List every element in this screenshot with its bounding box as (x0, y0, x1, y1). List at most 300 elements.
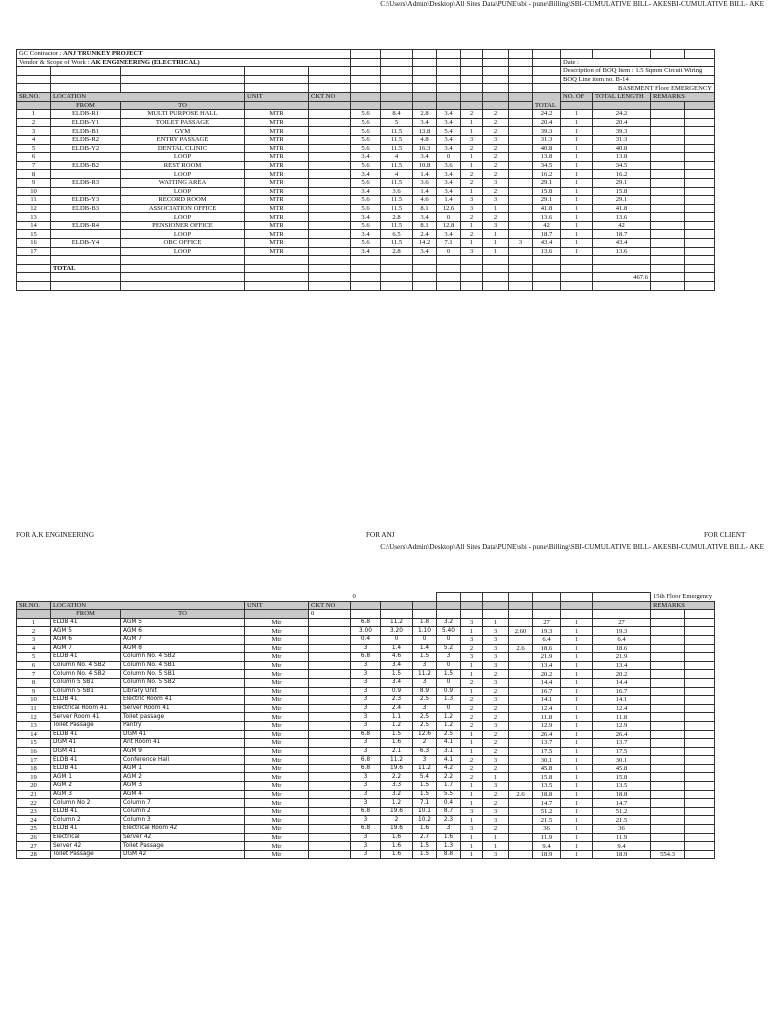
from-cell: ELDB-Y3 (51, 196, 121, 205)
length-cell: 5.6 (351, 118, 381, 127)
total-cell: 43.4 (533, 239, 561, 248)
extra-cell: 2.60 (509, 627, 533, 636)
no-of-cell: 1 (561, 842, 593, 851)
to-cell: AGM 4 (121, 790, 245, 799)
length-cell: 5.6 (351, 127, 381, 136)
table-row (17, 204, 715, 213)
to-cell: LOOP (121, 153, 245, 162)
from-cell: Column 5 SB1 (51, 687, 121, 696)
table-row (17, 807, 715, 816)
to-cell: Column 7 (121, 799, 245, 808)
extra-cell (509, 161, 533, 170)
no-of-cell: 1 (561, 144, 593, 153)
table-row (17, 161, 715, 170)
total-cell: 13.5 (533, 782, 561, 791)
length-cell: 5.6 (351, 221, 381, 230)
length-cell: 2.8 (381, 247, 413, 256)
length-cell: 1.5 (381, 730, 413, 739)
length-cell: 5.6 (351, 196, 381, 205)
no-of-cell: 1 (561, 221, 593, 230)
signature-client: FOR CLIENT (704, 531, 746, 539)
count-cell: 3 (461, 635, 483, 644)
blank-cell (685, 110, 715, 119)
count-cell: 2 (483, 799, 509, 808)
length-cell: 1.5 (413, 790, 437, 799)
from-cell: ELDB 41 (51, 653, 121, 662)
extra-cell (509, 704, 533, 713)
count-cell: 2 (483, 739, 509, 748)
remarks-cell (651, 670, 685, 679)
ckt-no-cell (309, 161, 351, 170)
count-cell: 1 (461, 782, 483, 791)
s2-header-location: LOCATION (51, 601, 245, 610)
extra-cell (509, 739, 533, 748)
no-of-cell: 1 (561, 161, 593, 170)
unit-cell: Mtr (245, 816, 309, 825)
length-cell: 1.6 (437, 833, 461, 842)
total-cell: 16.7 (533, 687, 561, 696)
from-cell: Column 5 SB1 (51, 678, 121, 687)
unit-cell: Mtr (245, 807, 309, 816)
table-row (17, 110, 715, 119)
length-cell: 1.6 (381, 739, 413, 748)
count-cell: 1 (483, 833, 509, 842)
remarks-cell (651, 635, 685, 644)
length-cell: 6.8 (351, 807, 381, 816)
remarks-cell (651, 187, 685, 196)
blank-cell (685, 696, 715, 705)
length-cell: 4.6 (413, 196, 437, 205)
count-cell: 1 (461, 833, 483, 842)
total-length-cell: 36 (593, 825, 651, 834)
no-of-cell: 1 (561, 178, 593, 187)
total-length-cell: 15.8 (593, 773, 651, 782)
blank-cell (685, 713, 715, 722)
length-cell: 10.2 (413, 816, 437, 825)
to-cell: Toilet passage (121, 713, 245, 722)
total-cell: 18.6 (533, 644, 561, 653)
unit-cell: Mtr (245, 721, 309, 730)
total-length-cell: 31.3 (593, 135, 651, 144)
no-of-cell: 1 (561, 850, 593, 859)
to-cell: Electric Room 41 (121, 696, 245, 705)
length-cell: 3 (351, 739, 381, 748)
length-cell: 14.2 (413, 239, 437, 248)
length-cell: 3.4 (437, 110, 461, 119)
remarks-cell (651, 161, 685, 170)
length-cell: 0 (437, 247, 461, 256)
length-cell: 2 (413, 739, 437, 748)
from-cell: ELDB 41 (51, 825, 121, 834)
length-cell: 0 (437, 153, 461, 162)
table-row (17, 713, 715, 722)
count-cell: 1 (461, 239, 483, 248)
total-length-cell: 24.2 (593, 110, 651, 119)
unit-cell: Mtr (245, 696, 309, 705)
to-cell: LOOP (121, 247, 245, 256)
length-cell: 3 (351, 790, 381, 799)
blank-cell (685, 678, 715, 687)
length-cell: 7.1 (413, 799, 437, 808)
remarks-cell (651, 644, 685, 653)
length-cell: 8.8 (437, 850, 461, 859)
count-cell: 2 (483, 144, 509, 153)
unit-cell: Mtr (245, 678, 309, 687)
from-cell: ELDB-B3 (51, 204, 121, 213)
no-of-cell: 1 (561, 696, 593, 705)
length-cell: 19.6 (381, 807, 413, 816)
total-cell: 6.4 (533, 635, 561, 644)
count-cell: 3 (483, 678, 509, 687)
s2-header-sr-no: SR.NO. (17, 601, 51, 610)
s2-header-ckt-no: CKT NO (309, 601, 351, 610)
length-cell: 11.5 (381, 204, 413, 213)
ckt-no-cell (309, 816, 351, 825)
length-cell: 3.4 (413, 213, 437, 222)
count-cell: 2 (461, 213, 483, 222)
total-cell: 24.2 (533, 110, 561, 119)
remarks-cell (651, 773, 685, 782)
to-cell: TOILET PASSAGE (121, 118, 245, 127)
count-cell: 3 (483, 653, 509, 662)
from-cell: ELDB 41 (51, 618, 121, 627)
sr-no-cell: 15 (17, 230, 51, 239)
total-cell: 20.2 (533, 670, 561, 679)
to-cell: GYM (121, 127, 245, 136)
count-cell: 1 (461, 161, 483, 170)
count-cell: 3 (461, 247, 483, 256)
to-cell: OBC OFFICE (121, 239, 245, 248)
sr-no-cell: 5 (17, 653, 51, 662)
to-cell: AGM 3 (121, 782, 245, 791)
extra-cell (509, 670, 533, 679)
no-of-cell: 1 (561, 187, 593, 196)
length-cell: 3 (413, 678, 437, 687)
no-of-cell: 1 (561, 816, 593, 825)
extra-cell (509, 153, 533, 162)
table-row (17, 153, 715, 162)
count-cell: 2 (483, 790, 509, 799)
length-cell: 2 (381, 816, 413, 825)
sr-no-cell: 13 (17, 213, 51, 222)
sr-no-cell: 2 (17, 118, 51, 127)
no-of-cell: 1 (561, 678, 593, 687)
to-cell: DGM 42 (121, 850, 245, 859)
to-cell: Server 42 (121, 833, 245, 842)
ckt-no-cell (309, 653, 351, 662)
count-cell: 2 (461, 773, 483, 782)
from-cell: Column No 2 (51, 799, 121, 808)
length-cell: 12.6 (437, 204, 461, 213)
extra-cell (509, 187, 533, 196)
table-row (17, 704, 715, 713)
count-cell: 1 (461, 850, 483, 859)
count-cell: 3 (483, 721, 509, 730)
total-cell: 42 (533, 221, 561, 230)
to-cell: REST ROOM (121, 161, 245, 170)
length-cell: 2.8 (413, 110, 437, 119)
no-of-cell: 1 (561, 670, 593, 679)
sr-no-cell: 2 (17, 627, 51, 636)
length-cell: 3 (413, 661, 437, 670)
unit-cell: Mtr (245, 850, 309, 859)
length-cell: 3 (413, 756, 437, 765)
total-length-cell: 14.4 (593, 678, 651, 687)
table-row (17, 678, 715, 687)
ckt-no-cell (309, 842, 351, 851)
count-cell: 3 (483, 807, 509, 816)
length-cell: 4 (381, 170, 413, 179)
extra-cell (509, 213, 533, 222)
from-cell: DGM 41 (51, 739, 121, 748)
count-cell: 2 (483, 825, 509, 834)
unit-cell: Mtr (245, 764, 309, 773)
unit-cell: MTR (245, 221, 309, 230)
table-row (17, 670, 715, 679)
unit-cell: MTR (245, 161, 309, 170)
length-cell: 3.2 (381, 790, 413, 799)
blank-cell (685, 756, 715, 765)
sr-no-cell: 28 (17, 850, 51, 859)
length-cell: 3.3 (381, 782, 413, 791)
length-cell: 11.5 (381, 221, 413, 230)
length-cell: 0 (437, 213, 461, 222)
blank-cell (685, 833, 715, 842)
sr-no-cell: 21 (17, 790, 51, 799)
table-row (17, 144, 715, 153)
from-cell: AGM 1 (51, 773, 121, 782)
length-cell: 11.2 (413, 764, 437, 773)
length-cell: 3 (351, 644, 381, 653)
count-cell: 2 (483, 713, 509, 722)
total-length-cell: 18.8 (593, 790, 651, 799)
count-cell: 2 (483, 127, 509, 136)
unit-cell: MTR (245, 110, 309, 119)
length-cell: 1.4 (413, 644, 437, 653)
length-cell: 11.5 (381, 239, 413, 248)
count-cell: 3 (483, 782, 509, 791)
sheet2-top-zero: 0 (352, 593, 356, 601)
length-cell: 2.3 (437, 816, 461, 825)
to-cell: DENTAL CLINIC (121, 144, 245, 153)
unit-cell: Mtr (245, 704, 309, 713)
count-cell: 1 (461, 661, 483, 670)
total-cell: 11.8 (533, 713, 561, 722)
count-cell: 2 (461, 170, 483, 179)
ckt-no-cell (309, 170, 351, 179)
from-cell: Toilet Passage (51, 850, 121, 859)
table-row (17, 170, 715, 179)
total-length-cell: 14.1 (593, 696, 651, 705)
header-unit: UNIT (245, 92, 309, 101)
length-cell: 5.6 (351, 144, 381, 153)
table-row (17, 739, 715, 748)
total-cell: 29.1 (533, 196, 561, 205)
extra-cell (509, 110, 533, 119)
no-of-cell: 1 (561, 661, 593, 670)
sr-no-cell: 12 (17, 713, 51, 722)
length-cell: 0 (381, 635, 413, 644)
length-cell: 3.6 (413, 178, 437, 187)
from-cell: Toilet Passage (51, 721, 121, 730)
remarks-cell (651, 790, 685, 799)
total-length-cell: 12.4 (593, 704, 651, 713)
table-row (17, 842, 715, 851)
unit-cell: MTR (245, 204, 309, 213)
length-cell: 1.5 (413, 782, 437, 791)
blank-cell (685, 816, 715, 825)
blank-cell (685, 618, 715, 627)
length-cell: 1.4 (413, 170, 437, 179)
total-cell: 18.9 (533, 850, 561, 859)
sr-no-cell: 9 (17, 178, 51, 187)
length-cell: 3.1 (437, 747, 461, 756)
to-cell: AGM 1 (121, 764, 245, 773)
remarks-cell (651, 135, 685, 144)
header-ckt-no: CKT NO (309, 92, 351, 101)
blank-cell (685, 187, 715, 196)
count-cell: 2 (461, 696, 483, 705)
total-length-cell: 26.4 (593, 730, 651, 739)
table-row (17, 687, 715, 696)
length-cell: 2.5 (413, 696, 437, 705)
ckt-no-cell (309, 627, 351, 636)
file-path-header-1: C:\Users\Admin\Desktop\All Sites Data\PUNE\sbi - pune\Billing\SBI-CUMULATIVE BILL- AKESBI-CUMULATIVE BILL- AKE (380, 0, 764, 8)
length-cell: 6.5 (381, 230, 413, 239)
table-row (17, 782, 715, 791)
from-cell: AGM 3 (51, 790, 121, 799)
extra-cell (509, 773, 533, 782)
length-cell: 2.5 (437, 730, 461, 739)
length-cell: 8.4 (381, 110, 413, 119)
length-cell: 0 (437, 661, 461, 670)
total-length-cell: 12.9 (593, 721, 651, 730)
count-cell: 1 (461, 670, 483, 679)
no-of-cell: 1 (561, 807, 593, 816)
extra-cell (509, 764, 533, 773)
length-cell: 0 (437, 704, 461, 713)
length-cell: 3.4 (351, 187, 381, 196)
length-cell: 11.5 (381, 144, 413, 153)
total-cell: 27 (533, 618, 561, 627)
remarks-cell (651, 178, 685, 187)
length-cell: 2.4 (413, 230, 437, 239)
from-cell: Column No. 4 SB2 (51, 661, 121, 670)
count-cell: 3 (461, 807, 483, 816)
ckt-no-cell (309, 730, 351, 739)
extra-cell (509, 713, 533, 722)
ckt-no-cell (309, 153, 351, 162)
table-row (17, 799, 715, 808)
length-cell: 5 (381, 118, 413, 127)
length-cell: 1.2 (437, 721, 461, 730)
extra-cell (509, 687, 533, 696)
length-cell: 11.2 (413, 670, 437, 679)
length-cell: 0 (437, 678, 461, 687)
blank-cell (685, 730, 715, 739)
ckt-no-cell (309, 110, 351, 119)
length-cell: 0.4 (437, 799, 461, 808)
from-cell: ELDB 41 (51, 730, 121, 739)
count-cell: 1 (461, 730, 483, 739)
no-of-cell: 1 (561, 764, 593, 773)
no-of-cell: 1 (561, 153, 593, 162)
extra-cell (509, 782, 533, 791)
sr-no-cell: 17 (17, 247, 51, 256)
length-cell: 1.2 (381, 799, 413, 808)
unit-cell: Mtr (245, 825, 309, 834)
count-cell: 3 (483, 644, 509, 653)
length-cell: 11.5 (381, 161, 413, 170)
total-cell: 21.5 (533, 816, 561, 825)
extra-cell (509, 221, 533, 230)
no-of-cell: 1 (561, 170, 593, 179)
ckt-no-cell (309, 144, 351, 153)
count-cell: 2 (461, 756, 483, 765)
length-cell: 3 (351, 799, 381, 808)
total-length-cell: 13.4 (593, 661, 651, 670)
no-of-cell: 1 (561, 739, 593, 748)
to-cell: AGM 5 (121, 618, 245, 627)
no-of-cell: 1 (561, 756, 593, 765)
extra-cell (509, 230, 533, 239)
length-cell: 0.4 (351, 635, 381, 644)
length-cell: 3.4 (437, 135, 461, 144)
to-cell: Ant Room 41 (121, 739, 245, 748)
length-cell: 5.4 (437, 127, 461, 136)
count-cell: 2 (483, 161, 509, 170)
table-row (17, 747, 715, 756)
header-location: LOCATION (51, 92, 245, 101)
sr-no-cell: 5 (17, 144, 51, 153)
to-cell: PENSIONER OFFICE (121, 221, 245, 230)
table-row (17, 721, 715, 730)
ckt-no-cell (309, 239, 351, 248)
sr-no-cell: 14 (17, 221, 51, 230)
length-cell: 3.4 (351, 170, 381, 179)
to-cell: Column No. 5 SB1 (121, 670, 245, 679)
total-cell: 34.5 (533, 161, 561, 170)
sr-no-cell: 25 (17, 825, 51, 834)
length-cell: 3 (351, 687, 381, 696)
ckt-no-cell (309, 850, 351, 859)
from-cell: ELDB-R4 (51, 221, 121, 230)
count-cell: 3 (483, 850, 509, 859)
table-row (17, 187, 715, 196)
unit-cell: Mtr (245, 653, 309, 662)
unit-cell: MTR (245, 153, 309, 162)
extra-cell (509, 833, 533, 842)
total-cell: 30.1 (533, 756, 561, 765)
remarks-cell (651, 842, 685, 851)
length-cell: 5.6 (351, 204, 381, 213)
count-cell: 2 (483, 704, 509, 713)
total-length-cell: 11.8 (593, 713, 651, 722)
extra-cell (509, 135, 533, 144)
ckt-no-cell (309, 739, 351, 748)
15th-floor-emergency-sheet (16, 592, 715, 859)
total-cell: 39.3 (533, 127, 561, 136)
table-row (17, 661, 715, 670)
extra-cell (509, 747, 533, 756)
ckt-no-cell (309, 713, 351, 722)
remarks-cell (651, 713, 685, 722)
to-cell: WAITING AREA (121, 178, 245, 187)
sr-no-cell: 17 (17, 756, 51, 765)
from-cell: ELDB-R3 (51, 178, 121, 187)
no-of-cell: 1 (561, 730, 593, 739)
total-cell: 51.2 (533, 807, 561, 816)
